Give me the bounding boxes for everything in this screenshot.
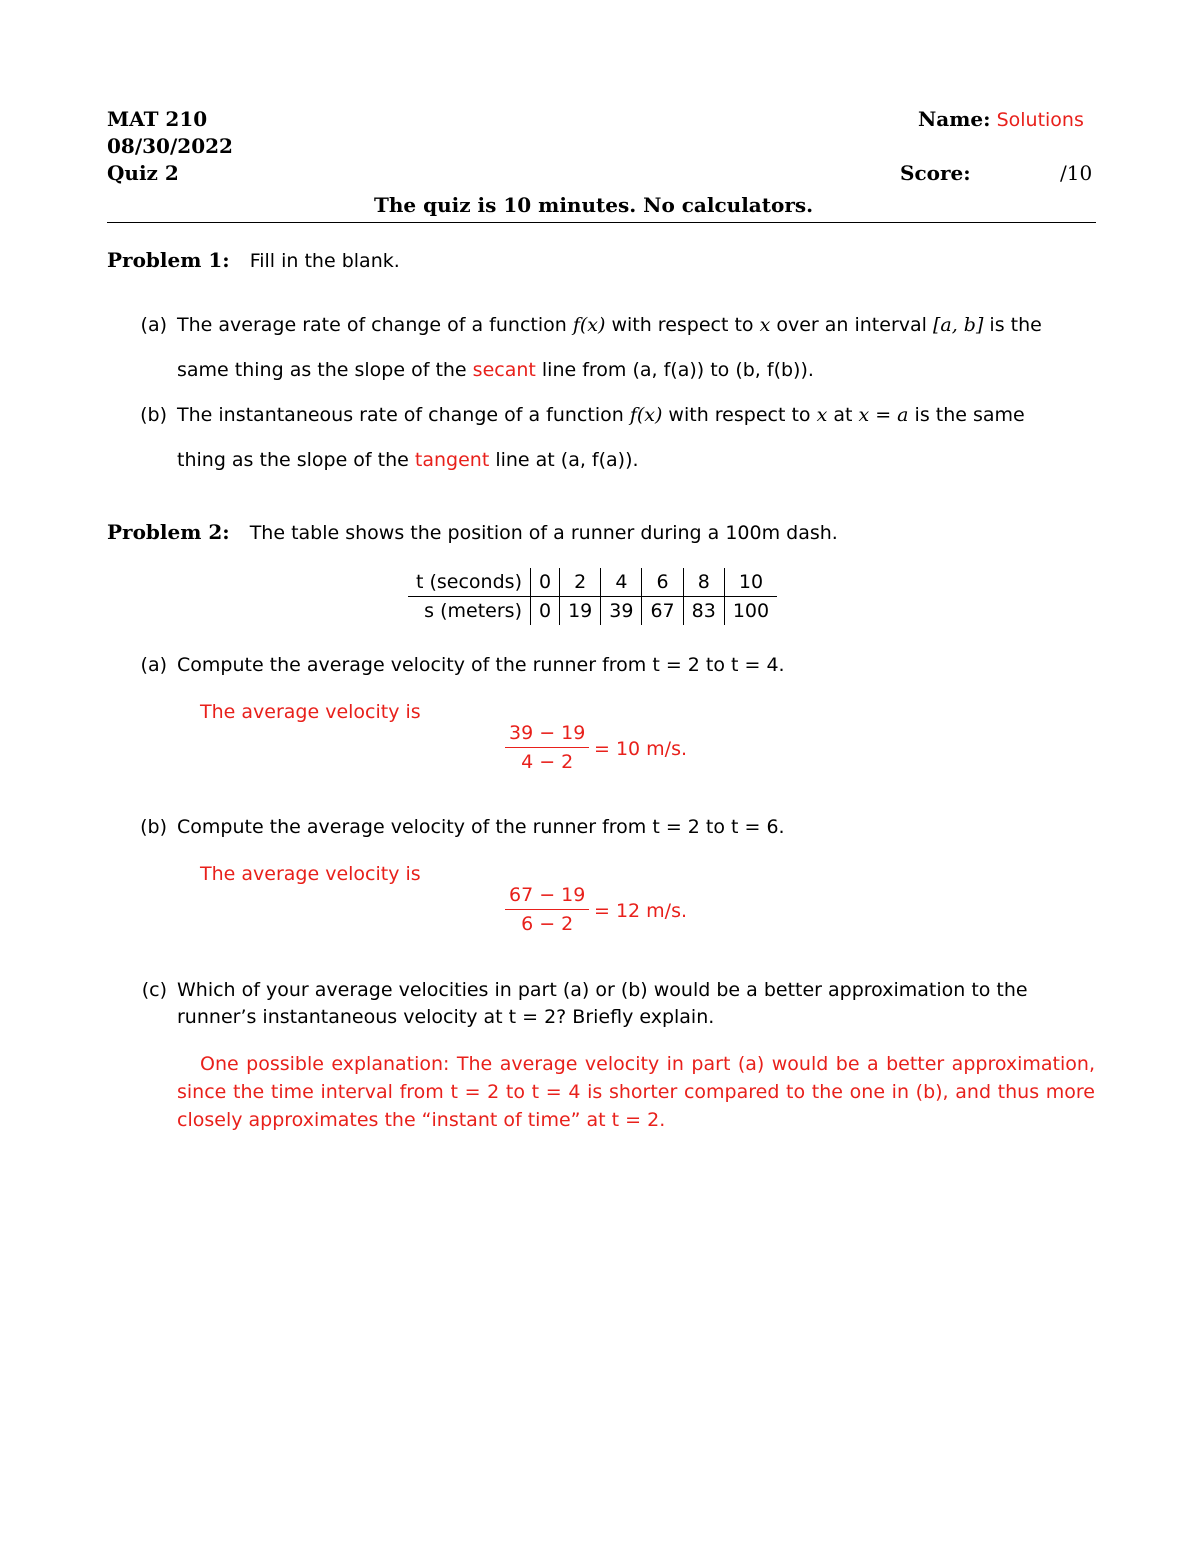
- fraction-numerator: 67 − 19: [505, 884, 589, 910]
- fraction-numerator: 39 − 19: [505, 722, 589, 748]
- problem2-b-question: [127, 816, 785, 838]
- row-header-position: s (meters): [408, 597, 530, 626]
- runner-table: [408, 568, 777, 625]
- problem1-b-line2: [177, 449, 639, 471]
- problem2-a-question: [127, 654, 785, 676]
- table-cell: 83: [683, 597, 724, 626]
- table-row: [408, 568, 777, 597]
- table-cell: 4: [601, 568, 642, 597]
- item-label: (c): [141, 979, 167, 1001]
- math: [a, b]: [932, 314, 984, 336]
- header-divider: [107, 222, 1096, 223]
- name-value: Solutions: [996, 109, 1084, 131]
- problem2-a-answer-intro: The average velocity is: [200, 701, 421, 723]
- table-cell: 10: [724, 568, 777, 597]
- table-cell: 67: [642, 597, 683, 626]
- text: is the: [983, 314, 1042, 336]
- instructions: The quiz is 10 minutes. No calculators.: [374, 193, 814, 217]
- problem2-c-question-line2: runner’s instantaneous velocity at t = 2? Briefly explain.: [177, 1006, 715, 1028]
- math: x: [759, 314, 771, 336]
- score-label: Score:: [900, 161, 971, 185]
- name-field: [918, 107, 1084, 131]
- fraction-denominator: 6 − 2: [521, 913, 574, 935]
- problem1-a-line1: [127, 314, 1042, 336]
- math: x: [816, 404, 828, 426]
- problem1-header: [107, 248, 400, 272]
- text: line at (a, f(a)).: [489, 449, 639, 471]
- math: f(x): [629, 404, 663, 426]
- problem1-prompt: Fill in the blank.: [249, 250, 400, 272]
- text: same thing as the slope of the: [177, 359, 473, 381]
- answer-secant: secant: [472, 359, 536, 381]
- table-cell: 2: [560, 568, 601, 597]
- quiz-date: 08/30/2022: [107, 134, 233, 158]
- item-label: (b): [140, 816, 167, 838]
- text: at: [827, 404, 859, 426]
- table-cell: 8: [683, 568, 724, 597]
- text: is the same: [908, 404, 1025, 426]
- name-label: Name:: [918, 107, 991, 131]
- problem2-c-question-line1: [127, 979, 1028, 1001]
- table-row: [408, 597, 777, 626]
- question-text: Which of your average velocities in part (a) or (b) would be a better approximation to the: [177, 979, 1028, 1001]
- quiz-title: Quiz 2: [107, 161, 179, 185]
- question-text: Compute the average velocity of the runner from t = 2 to t = 6.: [177, 816, 785, 838]
- problem2-b-answer-intro: The average velocity is: [200, 863, 421, 885]
- text: with respect to: [605, 314, 760, 336]
- math: x = a: [858, 404, 909, 426]
- question-text: Compute the average velocity of the runner from t = 2 to t = 4.: [177, 654, 785, 676]
- problem1-b-line1: [127, 404, 1025, 426]
- item-label: (a): [140, 654, 167, 676]
- text: with respect to: [662, 404, 817, 426]
- item-label: (b): [140, 404, 167, 426]
- course-code: MAT 210: [107, 107, 208, 131]
- result-b: = 12 m/s.: [594, 900, 688, 922]
- problem2-header: [107, 520, 838, 544]
- table-cell: 0: [530, 597, 559, 626]
- text: The average rate of change of a function: [177, 314, 573, 336]
- item-label: (a): [140, 314, 167, 336]
- fraction-b: [505, 884, 589, 935]
- problem1-heading: Problem 1:: [107, 248, 230, 272]
- table-cell: 100: [732, 600, 770, 622]
- score-value: /10: [1060, 161, 1093, 185]
- problem2-prompt: The table shows the position of a runner during a 100m dash.: [249, 522, 838, 544]
- row-header-time: t (seconds): [408, 568, 530, 597]
- text: The instantaneous rate of change of a function: [177, 404, 630, 426]
- text: over an interval: [770, 314, 933, 336]
- problem2-heading: Problem 2:: [107, 520, 230, 544]
- table-cell: 6: [642, 568, 683, 597]
- table-cell: 39: [601, 597, 642, 626]
- answer-tangent: tangent: [414, 449, 490, 471]
- table-cell: 0: [530, 568, 559, 597]
- fraction-denominator: 4 − 2: [521, 751, 574, 773]
- text: thing as the slope of the: [177, 449, 415, 471]
- math: f(x): [572, 314, 606, 336]
- problem2-c-answer: One possible explanation: The average velocity in part (a) would be a better approximation, since the time interval from t = 2 to t = 4 is shorter compared to the one in (b), and thus more closely approximates the “instant of time” at t = 2.: [177, 1053, 1095, 1131]
- table-cell: 19: [560, 597, 601, 626]
- text: line from (a, f(a)) to (b, f(b)).: [535, 359, 814, 381]
- result-a: = 10 m/s.: [594, 738, 688, 760]
- problem1-a-line2: [177, 359, 814, 381]
- fraction-a: [505, 722, 589, 773]
